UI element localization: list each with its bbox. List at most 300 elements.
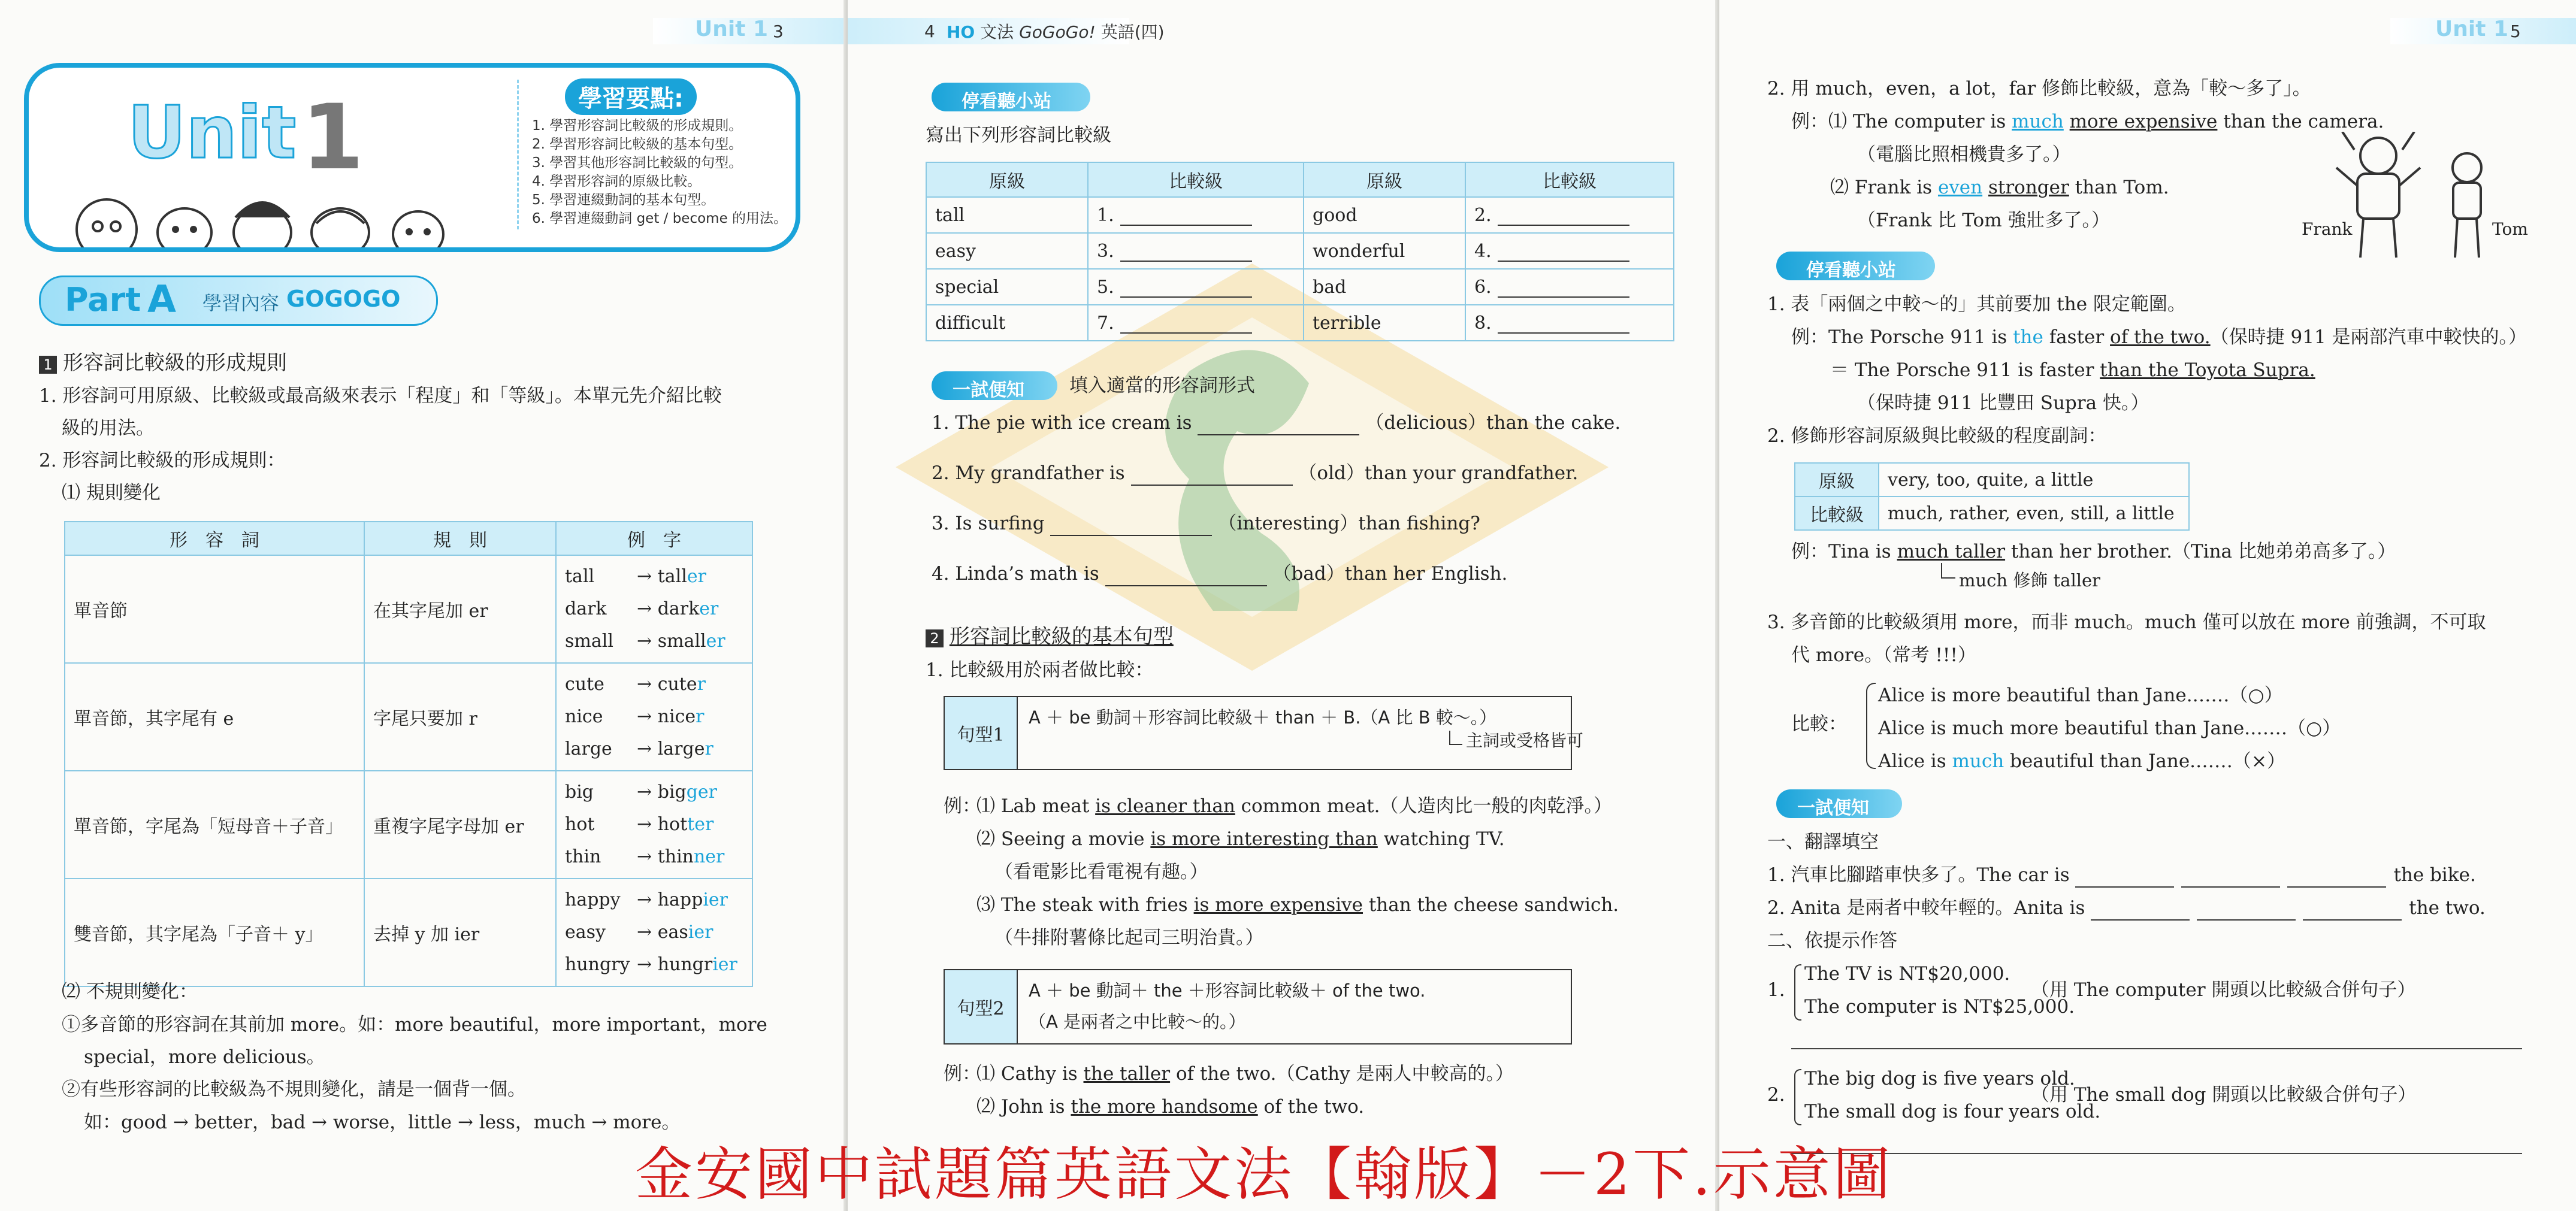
part-letter: A <box>147 277 176 321</box>
text-line: ⑵ 不規則變化： <box>62 981 198 1003</box>
page-number: 5 <box>2510 22 2521 41</box>
note-arrow <box>1941 563 1955 579</box>
stem: big <box>657 782 687 803</box>
pattern-1-box <box>944 696 1584 770</box>
ex-text: 例：Tina is <box>1791 541 1897 562</box>
comparative-exercise-table <box>926 162 1674 341</box>
page-3 <box>0 0 848 1211</box>
example-word <box>565 841 743 873</box>
word: bad <box>1313 276 1347 298</box>
item-number: 1. <box>1097 204 1114 226</box>
rules-table <box>64 521 753 987</box>
base-word: hungry <box>565 954 630 975</box>
adjective-type-cell: 雙音節，其字尾為「子音＋ y」 <box>65 879 364 986</box>
suffix: r <box>696 706 705 727</box>
table-header: 規 則 <box>364 522 556 555</box>
ex-text: faster <box>2043 326 2111 348</box>
section-2-heading <box>926 624 1174 650</box>
answer-blank[interactable] <box>1105 567 1267 586</box>
suffix-text: the bike. <box>2393 864 2476 886</box>
ex-underline: more expensive <box>2069 111 2218 132</box>
stem: tall <box>657 566 687 587</box>
given-sentence: The computer is NT$25,000. <box>1804 996 2075 1018</box>
examples-cell <box>556 663 752 771</box>
pattern-1-formula: A ＋ be 動詞＋形容詞比較級＋ than ＋ B.（A 比 B 較～。） <box>1029 707 1497 728</box>
answer-blank[interactable] <box>1498 207 1629 226</box>
answer-cell[interactable] <box>1465 305 1674 341</box>
answer-blank[interactable] <box>1131 467 1293 486</box>
frank-label: Frank <box>2302 219 2353 239</box>
question-instruction: 寫出下列形容詞比較級 <box>926 125 1111 146</box>
fill-in-item <box>932 511 1480 536</box>
translation-item <box>1767 862 2476 888</box>
section-title: 形容詞比較級的基本句型 <box>949 625 1174 649</box>
goals-title: 學習要點: <box>565 78 697 115</box>
text-line: 級的用法。 <box>62 417 155 439</box>
base-word: cute <box>565 674 604 695</box>
example-line <box>994 925 1264 950</box>
stop-station-label: 停看聽小站 <box>1806 260 1896 281</box>
example-line <box>1791 109 2384 134</box>
stem: hot <box>657 814 688 835</box>
table-row <box>1795 463 2189 496</box>
translation: （電腦比照相機貴多了。） <box>1857 144 2071 165</box>
answer-blank[interactable] <box>2075 868 2174 888</box>
hint: （用 The computer 開頭以比較級合併句子） <box>2031 979 2416 1001</box>
adverb-list: much, rather, even, still, a little <box>1879 496 2189 530</box>
adjective-type-cell: 單音節，字尾為「短母音＋子音」 <box>65 771 364 879</box>
compare-sentence <box>1878 749 2285 774</box>
example-line <box>976 1094 1364 1119</box>
ex-underline: is more expensive <box>1193 894 1363 916</box>
item-number: 5. <box>1097 276 1114 298</box>
watermark-caption: 金安國中試題篇英語文法【翰版】－2下.示意圖 <box>635 1141 1893 1208</box>
suffix: ger <box>686 782 718 803</box>
arrow-glyph: → <box>637 706 658 727</box>
word: terrible <box>1313 312 1381 334</box>
base-word: tall <box>565 566 595 587</box>
answer-cell[interactable] <box>1088 269 1304 305</box>
text-line: 1. 表「兩個之中較～的」其前要加 the 限定範圍。 <box>1767 293 2186 315</box>
table-header: 例 字 <box>556 522 752 555</box>
prompt: 4. Linda’s math is <box>932 563 1105 585</box>
suffix: ier <box>703 889 728 910</box>
compare-label: 比較： <box>1791 713 1847 735</box>
table-row <box>926 233 1674 269</box>
suffix: r <box>705 738 713 759</box>
arrow-glyph: → <box>637 631 658 652</box>
suffix: ner <box>693 846 725 867</box>
example-word <box>565 776 743 809</box>
example-word <box>565 733 743 765</box>
translation: （保時捷 911 比豐田 Supra 快。） <box>1857 392 2149 414</box>
rule-cell: 去掉 y 加 ier <box>364 879 556 986</box>
word: good <box>1313 204 1357 226</box>
section-number: 1 <box>39 356 57 374</box>
stem: thin <box>657 846 694 867</box>
text-line: 3. 多音節的比較級須用 more，而非 much。much 僅可以放在 more 前強調，不可取 <box>1767 611 2486 633</box>
suffix-text: the two. <box>2409 897 2486 919</box>
ex-text: of the two. <box>1257 1096 1365 1118</box>
ex-text: Alice is <box>1878 750 1952 772</box>
goal-item: 2. 學習形容詞比較級的基本句型。 <box>532 137 743 152</box>
ex-underline: much taller <box>1897 541 2006 562</box>
compare-sentence <box>1878 683 2283 708</box>
unit-title: Unit <box>128 92 297 175</box>
book-title <box>947 19 1165 43</box>
word: wonderful <box>1313 240 1405 262</box>
note: much 修飾 taller <box>1959 570 2101 591</box>
page-5 <box>1719 0 2576 1211</box>
brace <box>1794 1069 1801 1125</box>
arrow-glyph: → <box>637 814 658 835</box>
word-cell <box>1304 233 1465 269</box>
pattern-2-box <box>944 969 1572 1045</box>
goals-list <box>532 117 787 228</box>
arrow-glyph: → <box>637 598 658 619</box>
given-sentence: The TV is NT$20,000. <box>1804 963 2010 985</box>
word-cell <box>926 305 1088 341</box>
text-line: ②有些形容詞的比較級為不規則變化，請是一個背一個。 <box>62 1079 526 1100</box>
text-line: ①多音節的形容詞在其前加 more。如：more beautiful，more important，more <box>62 1014 767 1036</box>
hint: （interesting）than fishing? <box>1212 513 1480 534</box>
unit-chip: Unit 1 <box>2435 17 2508 41</box>
arrow-glyph: → <box>637 674 658 695</box>
table-header: 原級 <box>1304 162 1465 197</box>
example-line <box>1830 175 2169 200</box>
ex-text: than her brother.（Tina 比她弟弟高多了。） <box>2005 541 2396 562</box>
word-cell <box>1304 197 1465 233</box>
answer-blank[interactable] <box>2181 868 2280 888</box>
compare-sentence <box>1878 716 2341 741</box>
ex-text: ⑴ Lab meat <box>976 795 1096 817</box>
exercise-heading: 一、翻譯填空 <box>1767 831 1879 853</box>
base-word: dark <box>565 598 607 619</box>
example-line <box>1791 539 2396 564</box>
word: easy <box>935 240 976 262</box>
stem: nice <box>657 706 696 727</box>
stem: cute <box>657 674 697 695</box>
degree-adverbs-table <box>1794 462 2190 531</box>
ex-text: ⑵ Seeing a movie <box>976 828 1151 850</box>
example-word <box>565 593 743 625</box>
word-cell <box>926 269 1088 305</box>
word-cell <box>926 197 1088 233</box>
ex-underline: than the Toyota Supra. <box>2100 359 2315 381</box>
arrow-glyph: → <box>637 889 658 910</box>
pattern-2-meaning: （A 是兩者之中比較～的。） <box>1029 1012 1246 1032</box>
answer-blank[interactable] <box>2303 901 2402 921</box>
translation: （看電影比看電視有趣。） <box>994 861 1208 883</box>
rule-cell: 在其字尾加 er <box>364 555 556 663</box>
example-line <box>994 859 1208 885</box>
stem: small <box>657 631 706 652</box>
try-instruction: 填入適當的形容詞形式 <box>1069 375 1255 396</box>
base-word: thin <box>565 846 601 867</box>
table-row <box>926 269 1674 305</box>
answer-blank[interactable] <box>1498 243 1629 262</box>
part-go: GOGOGO <box>286 286 401 312</box>
answer-cell[interactable] <box>1088 197 1304 233</box>
item-number: 7. <box>1097 312 1114 334</box>
ex-text: of the two.（Cathy 是兩人中較高的。） <box>1170 1063 1514 1085</box>
ex-text: watching TV. <box>1377 828 1505 850</box>
fill-in-item <box>932 461 1578 486</box>
example-line <box>976 794 1612 819</box>
book-title-text: 文法 <box>980 22 1014 42</box>
table-row <box>926 305 1674 341</box>
section-number: 2 <box>926 629 944 647</box>
answer-blank[interactable] <box>2091 901 2190 921</box>
brace <box>1866 683 1876 769</box>
pattern-1-note: 主詞或受格皆可 <box>1466 731 1584 750</box>
pattern-2-formula: A ＋ be 動詞＋ the ＋形容詞比較級＋ of the two. <box>1029 980 1426 1001</box>
base-word: happy <box>565 889 621 910</box>
ex-underline: of the two. <box>2110 326 2211 348</box>
word: tall <box>935 204 965 226</box>
try-it-label: 一試便知 <box>953 380 1024 401</box>
ex-text: ⑴ Cathy is <box>976 1063 1084 1085</box>
answer-blank[interactable] <box>1498 314 1629 334</box>
word: difficult <box>935 312 1006 334</box>
text-line: 2. 修飾形容詞原級與比較級的程度副詞： <box>1767 425 2107 447</box>
ex-text: common meat.（人造肉比一般的肉乾淨。） <box>1235 795 1612 817</box>
degree-label: 原級 <box>1795 463 1879 496</box>
suffix: ier <box>712 954 737 975</box>
suffix: ier <box>688 922 713 943</box>
ex-text: ＝ The Porsche 911 is faster <box>1830 359 2100 381</box>
table-header: 形 容 詞 <box>65 522 364 555</box>
example-line <box>1791 325 2527 350</box>
book-title-go: GoGoGo! <box>1019 22 1096 42</box>
page-4 <box>848 0 1719 1211</box>
example-line <box>976 892 1619 918</box>
note-arrow <box>1449 731 1462 745</box>
base-word: large <box>565 738 612 759</box>
ex-text: than the cheese sandwich. <box>1363 894 1619 916</box>
adverb-list: very, too, quite, a little <box>1879 463 2189 496</box>
example-word <box>565 625 743 658</box>
pattern-2-text <box>1029 975 1426 1037</box>
arrow-glyph: → <box>637 738 658 759</box>
goal-item: 6. 學習連綴動詞 get / become 的用法。 <box>532 211 788 226</box>
word-cell <box>1304 269 1465 305</box>
ex-text: 例：The Porsche 911 is <box>1791 326 2013 348</box>
table-header: 原級 <box>926 162 1088 197</box>
text-line: 2. 形容詞比較級的形成規則： <box>39 450 286 471</box>
examples-cell <box>556 555 752 663</box>
table-row <box>65 879 752 986</box>
translation: （牛排附薯條比起司三明治貴。） <box>994 927 1264 949</box>
example-label: 例： <box>944 1063 981 1085</box>
frank-and-tom-illustration <box>2330 132 2504 264</box>
hint: （delicious）than the cake. <box>1359 412 1621 434</box>
adjective-type-cell: 單音節 <box>65 555 364 663</box>
stem: dark <box>657 598 700 619</box>
arrow-glyph: → <box>637 846 658 867</box>
answer-line[interactable] <box>1791 1048 2522 1049</box>
ex-text: than the camera. <box>2217 111 2384 132</box>
adjective-type-cell: 單音節，其字尾有 e <box>65 663 364 771</box>
ex-underline: the more handsome <box>1071 1096 1258 1118</box>
answer-cell[interactable] <box>1088 305 1304 341</box>
base-word: easy <box>565 922 606 943</box>
item-number: 3. <box>1097 240 1114 262</box>
answer-blank[interactable] <box>1120 314 1252 334</box>
section-1-heading <box>39 350 287 376</box>
pattern-1-label: 句型1 <box>945 697 1018 769</box>
cartoon-faces-illustration <box>65 181 448 247</box>
brace <box>1794 964 1801 1021</box>
word-cell <box>1304 305 1465 341</box>
text-line: 代 more。（常考 !!!） <box>1791 644 1976 666</box>
prompt: 2. Anita 是兩者中較年輕的。Anita is <box>1767 897 2091 919</box>
answer-blank[interactable] <box>1498 278 1629 298</box>
translation-item <box>1767 895 2486 921</box>
arrow-glyph: → <box>637 922 658 943</box>
item-number: 4. <box>1474 240 1492 262</box>
suffix: r <box>697 674 706 695</box>
examples-cell <box>556 771 752 879</box>
item-number: 6. <box>1474 276 1492 298</box>
degree-label: 比較級 <box>1795 496 1879 530</box>
ex-text <box>2064 111 2070 132</box>
answer-blank[interactable] <box>1120 243 1252 262</box>
goal-item: 4. 學習形容詞的原級比較。 <box>532 174 702 189</box>
given-sentence: The small dog is four years old. <box>1804 1101 2101 1122</box>
stem: large <box>657 738 705 759</box>
example-word <box>565 561 743 593</box>
ex-highlight: even <box>1937 177 1983 198</box>
answer-cell[interactable] <box>1465 269 1674 305</box>
item-number: 2. <box>1767 1084 1785 1106</box>
book-title-vol: 英語(四) <box>1100 22 1165 42</box>
text-line: 1. 形容詞可用原級、比較級或最高級來表示「程度」和「等級」。本單元先介紹比較 <box>39 385 722 407</box>
base-word: small <box>565 631 613 652</box>
unit-banner <box>24 63 800 252</box>
goal-item: 3. 學習其他形容詞比較級的句型。 <box>532 155 743 171</box>
answer-cell[interactable] <box>1088 233 1304 269</box>
stop-station-label: 停看聽小站 <box>962 91 1051 112</box>
page-number: 4 <box>924 22 935 41</box>
text-line: 1. 比較級用於兩者做比較： <box>926 659 1154 681</box>
ex-text: （保時捷 911 是兩部汽車中較快的。） <box>2210 326 2527 348</box>
goal-item: 1. 學習形容詞比較級的形成規則。 <box>532 118 743 134</box>
word: special <box>935 276 999 298</box>
ex-highlight: the <box>2013 326 2043 348</box>
ex-text: than Tom. <box>2069 177 2169 198</box>
answer-blank[interactable] <box>2287 868 2386 888</box>
stem: happ <box>657 889 703 910</box>
examples-cell <box>556 879 752 986</box>
divider <box>517 80 519 229</box>
example-line <box>1830 358 2315 383</box>
base-word: big <box>565 782 594 803</box>
example-line <box>976 1061 1514 1086</box>
part-subtitle: 學習內容 <box>202 292 280 314</box>
ex-highlight: much <box>1952 750 2004 772</box>
base-word: nice <box>565 706 603 727</box>
ex-text: Alice is much more beautiful than Jane.……（○） <box>1878 717 2341 739</box>
rule-cell: 字尾只要加 r <box>364 663 556 771</box>
try-it-label: 一試便知 <box>1797 798 1869 819</box>
suffix: er <box>687 566 706 587</box>
table-row <box>926 197 1674 233</box>
item-number: 2. <box>1474 204 1492 226</box>
table-row <box>65 663 752 771</box>
ex-text <box>1982 177 1988 198</box>
text-line: 2. 用 much，even，a lot，far 修飾比較級，意為「較～多了」。 <box>1767 78 2311 99</box>
example-word <box>565 916 743 949</box>
answer-blank[interactable] <box>1120 278 1252 298</box>
answer-blank[interactable] <box>1198 416 1359 435</box>
stem: eas <box>657 922 688 943</box>
hint: （用 The small dog 開頭以比較級合併句子） <box>2031 1084 2417 1106</box>
ex-underline: is more interesting than <box>1150 828 1378 850</box>
translation: （Frank 比 Tom 強壯多了。） <box>1857 210 2110 231</box>
fill-in-item <box>932 561 1507 586</box>
part-label: Part <box>65 281 141 319</box>
prompt: 1. 汽車比腳踏車快多了。The car is <box>1767 864 2076 886</box>
example-word <box>565 701 743 733</box>
ex-highlight: much <box>2012 111 2064 132</box>
example-word <box>565 809 743 841</box>
suffix: ter <box>687 814 714 835</box>
text-line: special，more delicious。 <box>84 1046 325 1068</box>
ex-text: beautiful than Jane.……（×） <box>2004 750 2286 772</box>
table-header: 比較級 <box>1088 162 1304 197</box>
fill-in-item <box>932 410 1620 435</box>
part-a-banner <box>39 275 438 326</box>
table-row <box>1795 496 2189 530</box>
prompt: 3. Is surfing <box>932 513 1051 534</box>
given-sentence: The big dog is five years old. <box>1804 1068 2075 1089</box>
ex-underline: is cleaner than <box>1095 795 1235 817</box>
text-line: ⑴ 規則變化 <box>62 482 161 504</box>
example-word <box>565 949 743 981</box>
tom-label: Tom <box>2492 219 2528 239</box>
text-line: 如：good → better，bad → worse，little → less，much → more。 <box>84 1112 681 1133</box>
stem: hungr <box>657 954 713 975</box>
unit-number: 1 <box>301 86 364 190</box>
ex-text: ⑵ John is <box>976 1096 1071 1118</box>
arrow-glyph: → <box>637 782 658 803</box>
arrow-glyph: → <box>637 954 658 975</box>
answer-blank[interactable] <box>1120 207 1252 226</box>
prompt: 1. The pie with ice cream is <box>932 412 1198 434</box>
word-cell <box>926 233 1088 269</box>
book-logo: HO <box>947 22 975 42</box>
answer-blank[interactable] <box>1050 517 1212 536</box>
answer-cell[interactable] <box>1465 197 1674 233</box>
answer-line[interactable] <box>1791 1153 2522 1154</box>
item-number: 1. <box>1767 979 1785 1001</box>
example-label: 例： <box>944 795 981 817</box>
ex-text: ⑶ The steak with fries <box>976 894 1194 916</box>
page-number: 3 <box>773 22 784 41</box>
ex-text: Alice is more beautiful than Jane.……（○） <box>1878 685 2283 706</box>
exercise-heading: 二、依提示作答 <box>1767 930 1897 952</box>
hint: （bad）than her English. <box>1266 563 1508 585</box>
ex-text: ⑵ Frank is <box>1830 177 1938 198</box>
example-word <box>565 884 743 916</box>
unit-chip: Unit 1 <box>695 17 768 41</box>
table-row <box>65 555 752 663</box>
rule-cell: 重複字尾字母加 er <box>364 771 556 879</box>
hint: （old）than your grandfather. <box>1292 462 1579 484</box>
answer-cell[interactable] <box>1465 233 1674 269</box>
answer-blank[interactable] <box>2197 901 2296 921</box>
